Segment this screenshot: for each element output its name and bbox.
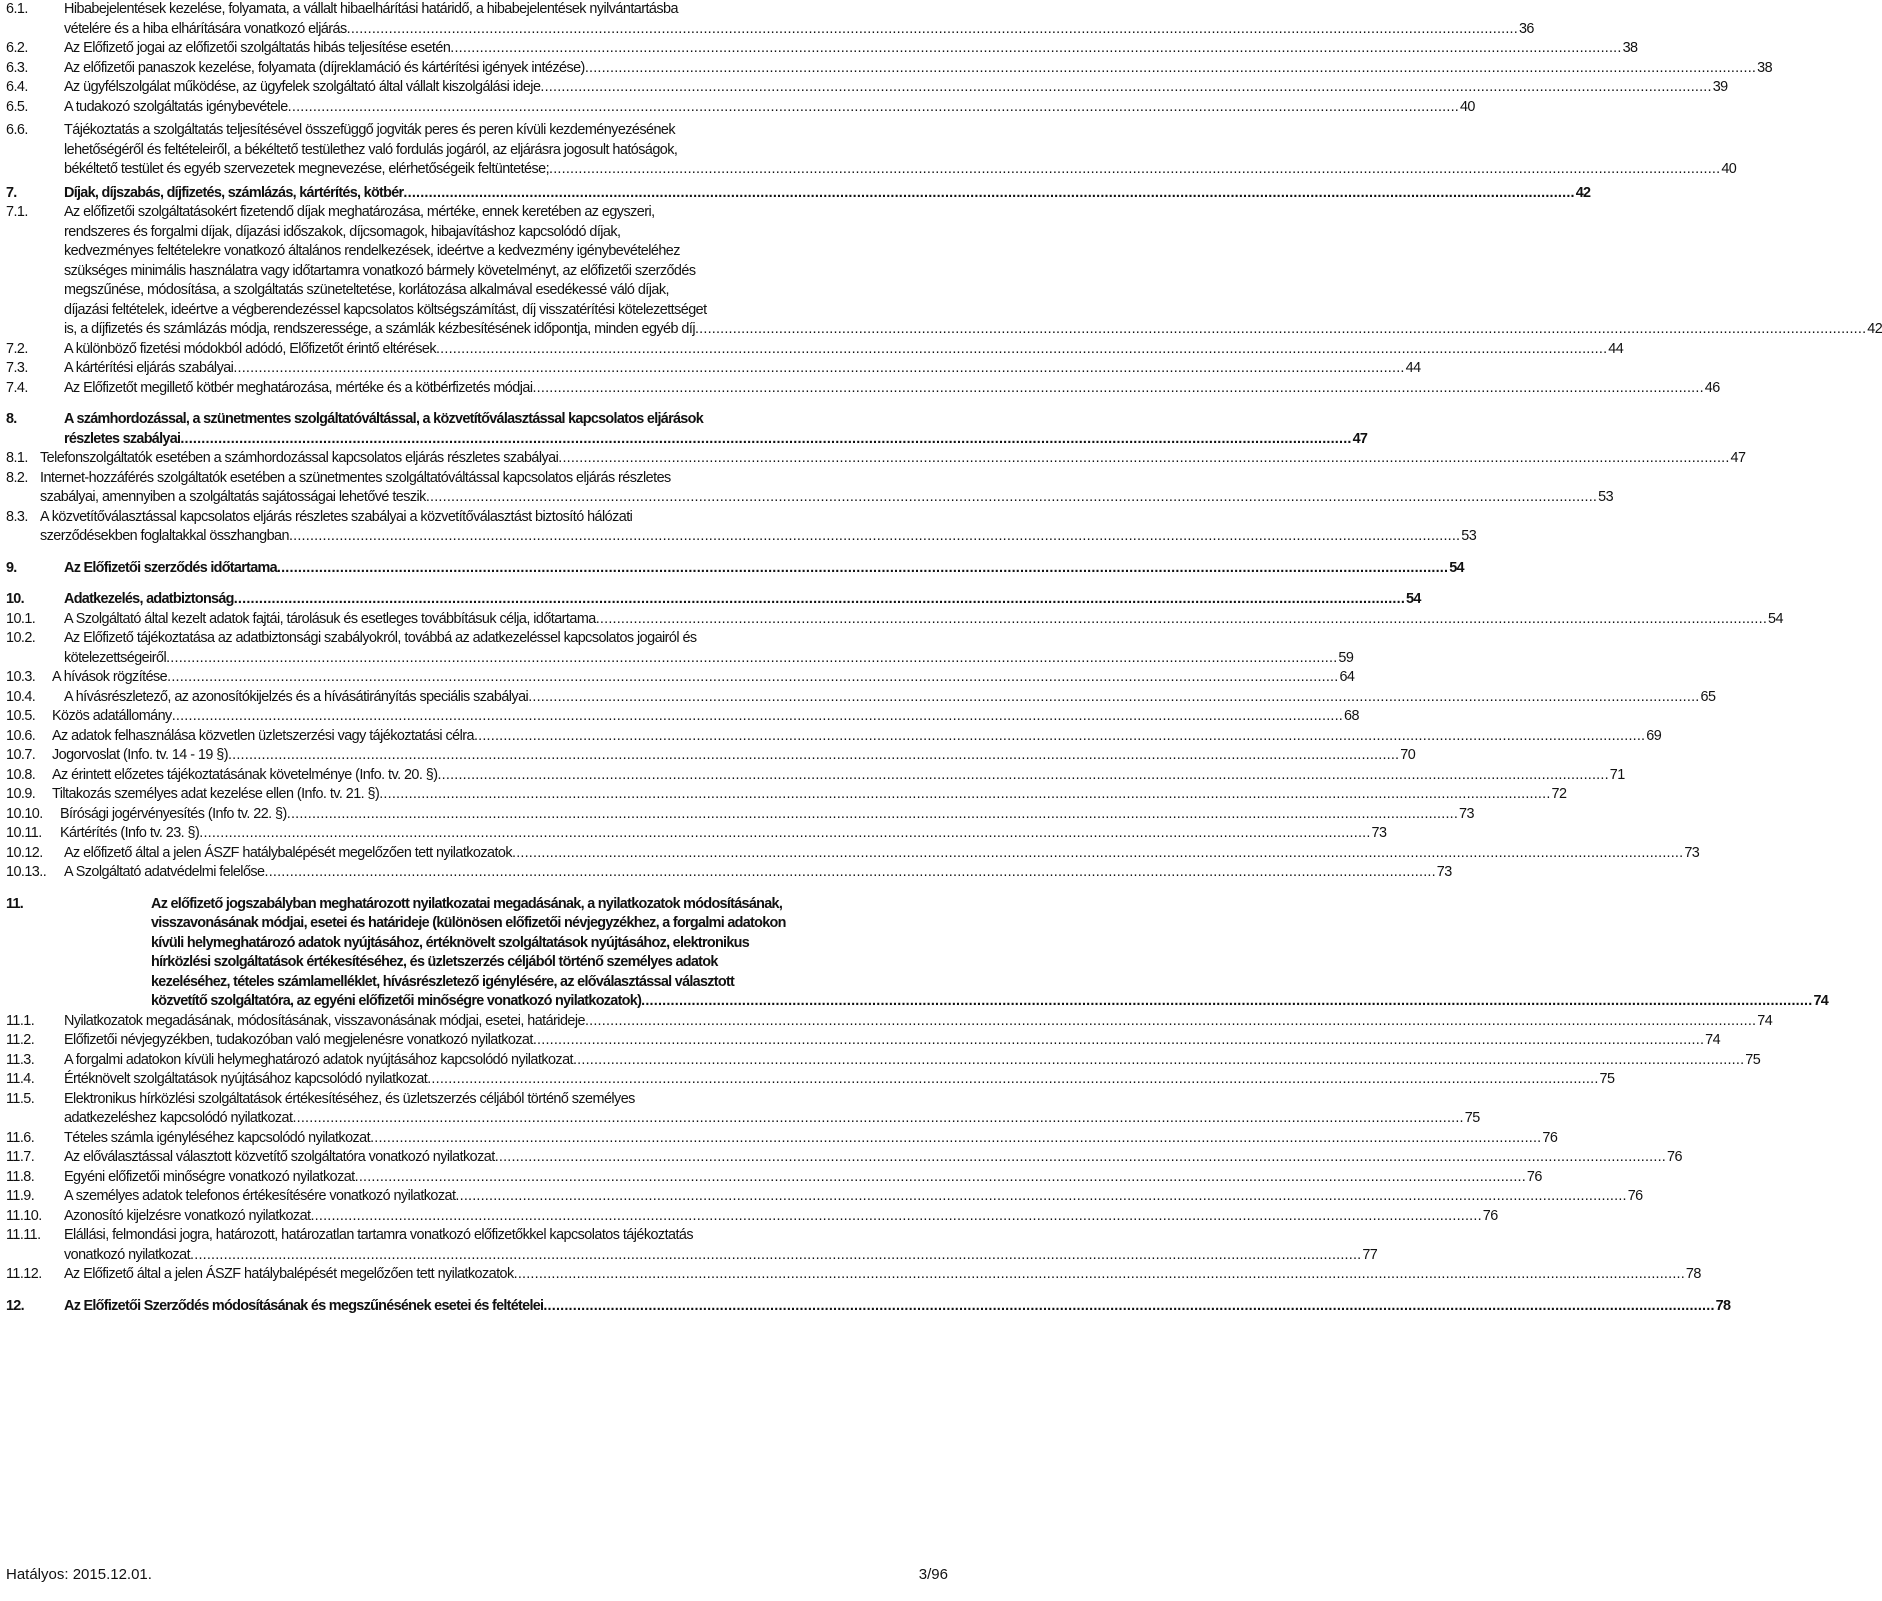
toc-entry-title-line: Az Előfizető jogai az előfizetői szolgáltatás hibás teljesítése esetén <box>64 40 451 56</box>
toc-dot-leader <box>289 527 1460 547</box>
toc-entry[interactable] <box>6 508 1477 547</box>
toc-entry-number: 8. <box>6 411 17 427</box>
toc-entry-title-line: Díjak, díjszabás, díjfizetés, számlázás, kártérítés, kötbér <box>64 184 404 201</box>
toc-page-number: 46 <box>1704 379 1720 396</box>
toc-entry[interactable] <box>6 59 1773 79</box>
toc-dot-leader <box>495 1148 1666 1168</box>
toc-entry-number: 10.13.. <box>6 864 47 880</box>
toc-entry-number: 6.3. <box>6 59 28 76</box>
toc-entry-number: 9. <box>6 559 17 576</box>
toc-page-number: 54 <box>1768 610 1783 627</box>
toc-page-number: 64 <box>1339 669 1355 685</box>
toc-page-number: 76 <box>1542 1129 1558 1146</box>
toc-entry[interactable] <box>6 1265 1701 1285</box>
toc-entry[interactable] <box>6 1207 1498 1227</box>
toc-dot-leader <box>233 359 1404 379</box>
toc-entry-title-line: Nyilatkozatok megadásának, módosításának, visszavonásának módjai, esetei, határideje <box>64 1012 585 1029</box>
toc-page-number: 75 <box>1745 1051 1761 1068</box>
toc-entry[interactable] <box>6 610 1783 630</box>
toc-dot-leader <box>596 610 1767 630</box>
toc-entry-title-line: Előfizetői névjegyzékben, tudakozóban való megjelenésre vonatkozó nyilatkozat <box>64 1032 533 1048</box>
toc-entry[interactable] <box>6 707 1359 727</box>
toc-entry[interactable] <box>6 844 1700 864</box>
toc-page-number: 69 <box>1646 727 1662 744</box>
toc-entry-number: 11.5. <box>6 1090 35 1107</box>
toc-entry[interactable] <box>6 824 1387 844</box>
toc-page-number: 78 <box>1715 1297 1731 1314</box>
toc-page-number: 74 <box>1757 1012 1773 1029</box>
toc-dot-leader <box>288 98 1459 118</box>
toc-dot-leader <box>549 160 1720 180</box>
toc-page-number: 73 <box>1459 805 1474 822</box>
toc-entry[interactable] <box>6 629 1354 668</box>
toc-entry-title-line: Az Előfizetőt megillető kötbér meghatározása, mértéke és a kötbérfizetés módjai <box>64 379 533 396</box>
toc-entry-number: 10. <box>6 591 24 607</box>
toc-entry-title-line: Tiltakozás személyes adat kezelése ellen (Info. tv. 21. §) <box>52 786 380 802</box>
toc-page-number: 73 <box>1684 844 1700 861</box>
toc-entry-title-line: kívüli helymeghatározó adatok nyújtásához, értéknövelt szolgáltatások nyújtásához, elektronikus <box>151 934 750 951</box>
toc-entry-title-line: is, a díjfizetés és számlázás módja, rendszeressége, a számlák kézbesítésének időpontja, minden egyéb díj <box>64 321 695 337</box>
toc-page-number: 76 <box>1482 1207 1498 1224</box>
toc-entry-number: 10.12. <box>6 844 43 861</box>
toc-entry-number: 8.3. <box>6 508 28 525</box>
toc-entry[interactable] <box>6 1129 1558 1149</box>
toc-entry[interactable] <box>6 727 1662 747</box>
toc-page-number: 76 <box>1627 1188 1643 1204</box>
toc-page-number: 44 <box>1405 360 1421 376</box>
toc-page-number: 77 <box>1362 1246 1378 1263</box>
toc-dot-leader <box>474 727 1645 747</box>
toc-entry[interactable] <box>6 379 1720 399</box>
toc-entry[interactable] <box>6 688 1716 708</box>
toc-entry[interactable] <box>6 184 1591 204</box>
toc-entry-title-line: A Szolgáltató által kezelt adatok fajtái, tárolásuk és esetleges továbbításuk célja, időtartama <box>64 610 596 627</box>
toc-entry-title-line: adatkezeléshez kapcsolódó nyilatkozat <box>64 1110 293 1126</box>
toc-entry[interactable] <box>6 590 1421 610</box>
toc-entry-number: 10.4. <box>6 688 36 705</box>
toc-dot-leader <box>514 1265 1685 1285</box>
toc-page-number: 75 <box>1599 1071 1615 1087</box>
toc-entry[interactable] <box>6 1297 1731 1317</box>
toc-dot-leader <box>234 590 1405 610</box>
toc-entry[interactable] <box>6 1070 1615 1090</box>
toc-entry-number: 10.5. <box>6 708 36 724</box>
toc-dot-leader <box>199 824 1370 844</box>
toc-dot-leader <box>436 340 1607 360</box>
toc-entry-number: 11.2. <box>6 1032 35 1048</box>
toc-page-number: 76 <box>1526 1168 1542 1185</box>
toc-dot-leader <box>167 668 1338 688</box>
toc-entry-title-line: Az előfizető által a jelen ÁSZF hatálybalépését megelőzően tett nyilatkozatok <box>64 844 513 861</box>
toc-entry[interactable] <box>6 1168 1542 1188</box>
toc-entry[interactable] <box>6 359 1421 379</box>
toc-page-number: 42 <box>1867 321 1882 337</box>
toc-entry-title-line: Elállási, felmondási jogra, határozott, határozatlan tartamra vonatkozó előfizetőkkel kapcsolatos tájékoztatás <box>64 1227 694 1243</box>
toc-entry-title-line: Azonosító kijelzésre vonatkozó nyilatkozat <box>64 1207 311 1224</box>
toc-page-number: 72 <box>1551 786 1567 802</box>
toc-page-number: 40 <box>1459 98 1475 115</box>
toc-entry[interactable] <box>6 1090 1480 1129</box>
toc-entry-number: 7.1. <box>6 204 28 220</box>
toc-entry-number: 11.3. <box>6 1051 35 1068</box>
toc-page-number: 65 <box>1700 688 1716 705</box>
toc-page-number: 76 <box>1666 1149 1682 1165</box>
toc-dot-leader <box>437 766 1608 786</box>
toc-entry-title-line: részletes szabályai <box>64 430 181 447</box>
toc-entry-title-line: Az érintett előzetes tájékoztatásának követelménye (Info. tv. 20. §) <box>52 766 438 783</box>
toc-entry[interactable] <box>6 0 1534 39</box>
toc-entry-number: 11.9. <box>6 1188 35 1204</box>
toc-entry-number: 6.6. <box>6 122 28 138</box>
toc-entry-number: 10.1. <box>6 610 36 627</box>
toc-entry-number: 10.8. <box>6 766 36 783</box>
toc-dot-leader <box>277 559 1448 579</box>
toc-entry[interactable] <box>6 1012 1773 1032</box>
toc-entry-number: 10.3. <box>6 669 36 685</box>
effective-date: Hatályos: 2015.12.01. <box>6 1566 152 1583</box>
toc-entry[interactable] <box>6 785 1567 805</box>
toc-entry-title-line: Közös adatállomány <box>52 708 172 724</box>
toc-entry-title-line: békéltető testület és egyéb szervezetek megnevezése, elérhetőségeik feltüntetése; <box>64 161 550 177</box>
toc-entry[interactable] <box>6 449 1746 469</box>
toc-page-number: 71 <box>1609 766 1625 783</box>
toc-entry-title-line: Az előválasztással választott közvetítő szolgáltatóra vonatkozó nyilatkozat <box>64 1149 495 1165</box>
toc-page-number: 36 <box>1518 20 1534 37</box>
toc-dot-leader <box>310 1207 1481 1227</box>
toc-entry-number: 10.10. <box>6 805 43 822</box>
toc-dot-leader <box>455 1187 1626 1207</box>
toc-page-number: 54 <box>1449 559 1464 576</box>
toc-entry-title-line: Elektronikus hírközlési szolgáltatások értékesítéséhez, és üzletszerzés céljából történő személyes <box>64 1090 635 1107</box>
toc-entry-number: 11.1. <box>6 1012 35 1029</box>
toc-dot-leader <box>450 39 1621 59</box>
toc-entry-number: 10.11. <box>6 825 42 841</box>
toc-entry-number: 11.6. <box>6 1129 35 1146</box>
toc-page-number: 47 <box>1730 450 1746 466</box>
toc-dot-leader <box>292 1109 1463 1129</box>
toc-dot-leader <box>427 1070 1598 1090</box>
toc-entry-number: 7.2. <box>6 340 28 357</box>
toc-dot-leader <box>347 20 1518 40</box>
toc-entry-title-line: Az előfizetői panaszok kezelése, folyamata (díjreklamáció és kártérítési igények intézése) <box>64 59 585 76</box>
toc-page-number: 74 <box>1705 1032 1721 1048</box>
toc-dot-leader <box>403 184 1574 204</box>
toc-page-number: 68 <box>1344 708 1359 724</box>
toc-entry-title-line: kezeléséhez, tételes számlamelléklet, hívásrészletező igénylésére, az előválasztással választott <box>151 973 735 990</box>
toc-page-number: 42 <box>1575 184 1591 201</box>
toc-entry-title-line: Jogorvoslat (Info. tv. 14 - 19 §) <box>52 747 228 763</box>
toc-page-number: 75 <box>1464 1110 1480 1126</box>
toc-entry-number: 11.8. <box>6 1168 35 1185</box>
table-of-contents <box>6 0 1882 1316</box>
toc-entry-title-line: Az előfizetői szolgáltatásokért fizetendő díjak meghatározása, mértéke, ennek keretében az egyszeri, <box>64 204 655 220</box>
toc-entry[interactable] <box>6 805 1474 825</box>
toc-dot-leader <box>265 863 1436 883</box>
toc-dot-leader <box>573 1051 1744 1071</box>
toc-entry[interactable] <box>6 98 1475 118</box>
page-footer <box>6 1566 948 1583</box>
toc-page-number: 40 <box>1721 161 1737 177</box>
toc-page-number: 47 <box>1352 430 1368 447</box>
toc-entry-title-line: Kártérítés (Info tv. 23. §) <box>60 825 200 841</box>
toc-entry-title-line: Az előfizető jogszabályban meghatározott nyilatkozatai megadásának, a nyilatkozatok módosításának, <box>151 895 783 912</box>
toc-entry-title-line: Adatkezelés, adatbiztonság <box>64 591 234 607</box>
toc-entry-title-line: A közvetítőválasztással kapcsolatos eljárás részletes szabályai a közvetítőválasztást biztosító hálózati <box>40 508 633 525</box>
toc-entry[interactable] <box>6 559 1464 579</box>
toc-entry-title-line: A hívások rögzítése <box>52 669 168 685</box>
toc-entry-number: 6.4. <box>6 79 28 95</box>
toc-page-number: 73 <box>1436 864 1452 880</box>
toc-entry[interactable] <box>6 469 1614 508</box>
toc-entry[interactable] <box>6 340 1624 360</box>
toc-dot-leader <box>558 449 1729 469</box>
toc-entry-title-line: szabályai, amennyiben a szolgáltatás sajátosságai lehetővé teszik <box>40 489 426 505</box>
toc-entry-title-line: A különböző fizetési módokból adódó, Előfizetőt érintő eltérések <box>64 340 436 357</box>
toc-page-number: 53 <box>1598 489 1614 505</box>
toc-entry-number: 8.2. <box>6 469 28 486</box>
toc-entry-title-line: lehetőségéről és feltételeiről, a békéltető testülethez való fordulás jogáról, az eljárásra jogosult hatóságok, <box>64 141 678 158</box>
toc-entry[interactable] <box>6 863 1452 883</box>
toc-page-number: 38 <box>1757 59 1773 76</box>
toc-entry-title-line: vételére és a hiba elhárítására vonatkozó eljárás <box>64 20 347 37</box>
toc-dot-leader <box>512 844 1683 864</box>
toc-dot-leader <box>540 78 1711 98</box>
toc-entry-title-line: A hívásrészletező, az azonosítókijelzés és a hívásátirányítás speciális szabályai <box>64 688 529 705</box>
toc-entry-number: 6.5. <box>6 98 28 115</box>
toc-entry-title-line: hírközlési szolgáltatások értékesítéséhez, és üzletszerzés céljából történő személyes adatok <box>151 954 718 970</box>
toc-entry[interactable] <box>6 1226 1378 1265</box>
toc-entry-title-line: szükséges minimális használatra vagy időtartamra vonatkozó bármely követelményt, az előfizetői szerződés <box>64 262 696 279</box>
toc-entry-title-line: Hibabejelentések kezelése, folyamata, a vállalt hibaelhárítási határidő, a hibabejelentések nyilvántartásba <box>64 1 678 17</box>
toc-entry-title-line: vonatkozó nyilatkozat <box>64 1246 191 1263</box>
toc-page-number: 78 <box>1685 1266 1701 1282</box>
toc-entry-number: 6.1. <box>6 1 28 17</box>
toc-entry[interactable] <box>6 121 1737 180</box>
toc-entry-number: 6.2. <box>6 40 28 56</box>
toc-dot-leader <box>532 379 1703 399</box>
toc-entry-title-line: Az Előfizető által a jelen ÁSZF hatálybalépését megelőzően tett nyilatkozatok <box>64 1266 514 1282</box>
toc-entry-title-line: Tájékoztatás a szolgáltatás teljesítésével összefüggő jogviták peres és peren kívüli kezdeményezésének <box>64 122 676 138</box>
toc-entry[interactable] <box>6 766 1625 786</box>
toc-entry-number: 11.10. <box>6 1207 42 1224</box>
toc-entry-number: 10.7. <box>6 747 36 763</box>
toc-entry[interactable] <box>6 895 1829 1012</box>
toc-entry[interactable] <box>6 1148 1682 1168</box>
toc-dot-leader <box>190 1246 1361 1266</box>
toc-page-number: 73 <box>1371 825 1387 841</box>
toc-entry-number: 10.6. <box>6 727 36 744</box>
toc-entry-number: 12. <box>6 1297 24 1314</box>
toc-entry-number: 10.2. <box>6 630 36 646</box>
toc-dot-leader <box>379 785 1550 805</box>
toc-dot-leader <box>172 707 1343 727</box>
toc-entry-number: 7. <box>6 184 17 201</box>
toc-entry[interactable] <box>6 668 1355 688</box>
toc-entry-title-line: Internet-hozzáférés szolgáltatók esetében a szünetmentes szolgáltatóváltással kapcsolatos eljárás részletes <box>40 469 671 486</box>
toc-dot-leader <box>166 649 1337 669</box>
toc-entry-title-line: Az Előfizető tájékoztatása az adatbiztonsági szabályokról, továbbá az adatkezeléssel kapcsolatos jogairól és <box>64 630 697 646</box>
toc-entry-title-line: A személyes adatok telefonos értékesítésére vonatkozó nyilatkozat <box>64 1188 456 1204</box>
toc-entry-number: 11.4. <box>6 1071 35 1087</box>
toc-entry-number: 11. <box>6 895 24 912</box>
toc-entry-title-line: kedvezményes feltételekre vonatkozó általános rendelkezések, ideértve a kedvezmény igénybevételéhez <box>64 243 680 259</box>
toc-entry[interactable] <box>6 746 1416 766</box>
toc-entry-title-line: kötelezettségeiről <box>64 649 167 666</box>
toc-dot-leader <box>641 992 1812 1012</box>
toc-dot-leader <box>528 688 1699 708</box>
toc-page-number: 44 <box>1608 340 1624 357</box>
toc-entry-number: 7.3. <box>6 360 28 376</box>
toc-page-number: 74 <box>1813 993 1829 1009</box>
toc-dot-leader <box>426 488 1597 508</box>
toc-entry[interactable] <box>6 1031 1721 1051</box>
toc-entry-title-line: Az Előfizetői szerződés időtartama <box>64 559 277 576</box>
toc-entry[interactable] <box>6 39 1638 59</box>
toc-entry-number: 7.4. <box>6 379 28 396</box>
toc-entry-title-line: A számhordozással, a szünetmentes szolgáltatóváltással, a közvetítőválasztással kapcsolatos eljárások <box>64 411 704 427</box>
toc-entry-number: 11.11. <box>6 1227 41 1243</box>
toc-entry-title-line: Bírósági jogérvényesítés (Info tv. 22. §) <box>60 805 287 822</box>
toc-entry[interactable] <box>6 1051 1761 1071</box>
page-number: 3/96 <box>918 1566 948 1583</box>
toc-dot-leader <box>355 1168 1526 1188</box>
toc-dot-leader <box>695 320 1866 340</box>
toc-page-number: 39 <box>1712 79 1728 95</box>
toc-entry-title-line: A kártérítési eljárás szabályai <box>64 360 234 376</box>
toc-page-number: 70 <box>1400 747 1416 763</box>
toc-entry[interactable] <box>6 1187 1643 1207</box>
toc-entry-number: 11.12. <box>6 1266 42 1282</box>
toc-entry-title-line: Az Előfizetői Szerződés módosításának és megszűnésének esetei és feltételei <box>64 1297 544 1314</box>
toc-entry[interactable] <box>6 410 1368 449</box>
toc-entry-title-line: Tételes számla igényléséhez kapcsolódó nyilatkozat <box>64 1129 371 1146</box>
toc-page-number: 59 <box>1338 649 1354 666</box>
toc-entry-title-line: rendszeres és forgalmi díjak, díjazási időszakok, díjcsomagok, hibajavításhoz kapcsolódó díjak, <box>64 223 621 240</box>
toc-entry-title-line: Értéknövelt szolgáltatások nyújtásához kapcsolódó nyilatkozat <box>64 1071 428 1087</box>
toc-page-number: 38 <box>1622 40 1638 56</box>
toc-dot-leader <box>180 430 1351 450</box>
toc-entry-title-line: A tudakozó szolgáltatás igénybevétele <box>64 98 288 115</box>
toc-entry-title-line: megszűnése, módosítása, a szolgáltatás szüneteltetése, korlátozása alkalmával esedékessé váló díjak, <box>64 282 669 298</box>
toc-dot-leader <box>533 1031 1704 1051</box>
toc-dot-leader <box>585 59 1756 79</box>
toc-entry-title-line: közvetítő szolgáltatóra, az egyéni előfizetői minőségre vonatkozó nyilatkozatok) <box>151 993 642 1009</box>
toc-entry-title-line: Az ügyfélszolgálat működése, az ügyfelek szolgáltató által vállalt kiszolgálási ideje <box>64 79 541 95</box>
toc-entry-title-line: visszavonásának módjai, esetei és határideje (különösen előfizetői névjegyzékhez, a forgalmi adatokon <box>151 915 786 931</box>
toc-entry[interactable] <box>6 78 1728 98</box>
toc-dot-leader <box>370 1129 1541 1149</box>
toc-dot-leader <box>543 1297 1714 1317</box>
toc-page-number: 54 <box>1406 591 1421 607</box>
toc-entry-number: 11.7. <box>6 1149 35 1165</box>
toc-entry-title-line: A forgalmi adatokon kívüli helymeghatározó adatok nyújtásához kapcsolódó nyilatkozat <box>64 1051 573 1068</box>
toc-entry-title-line: A Szolgáltató adatvédelmi felelőse <box>64 864 265 880</box>
toc-dot-leader <box>585 1012 1756 1032</box>
toc-entry-title-line: szerződésekben foglaltakkal összhangban <box>40 528 289 544</box>
toc-entry-title-line: Az adatok felhasználása közvetlen üzletszerzési vagy tájékoztatási célra <box>52 727 474 744</box>
toc-entry-number: 8.1. <box>6 450 28 466</box>
toc-entry-number: 10.9. <box>6 786 36 802</box>
toc-dot-leader <box>287 805 1458 825</box>
toc-dot-leader <box>228 746 1399 766</box>
toc-entry-title-line: díjazási feltételek, ideértve a végberendezéssel kapcsolatos költségszámítást, díj visszatérítési kötelezettséget <box>64 301 707 318</box>
toc-entry-title-line: Egyéni előfizetői minőségre vonatkozó nyilatkozat <box>64 1168 355 1185</box>
toc-entry[interactable] <box>6 203 1882 340</box>
toc-entry-title-line: Telefonszolgáltatók esetében a számhordozással kapcsolatos eljárás részletes szabályai <box>40 450 559 466</box>
toc-page-number: 53 <box>1461 528 1477 544</box>
